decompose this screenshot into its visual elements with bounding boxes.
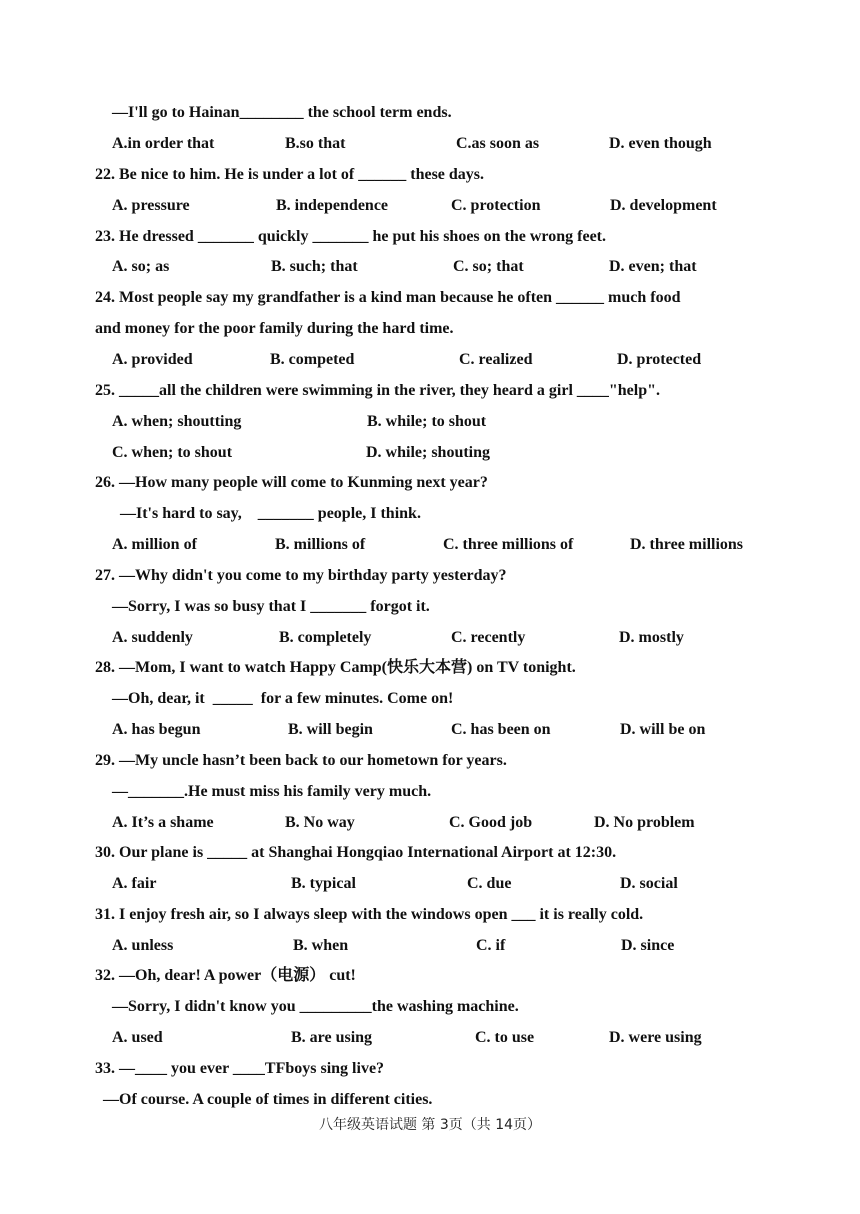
- q26-line-2: —It's hard to say, _______ people, I think.: [120, 505, 421, 522]
- q29-option-a: A. It’s a shame: [112, 814, 214, 831]
- q30-line: 30. Our plane is _____ at Shanghai Hongqiao International Airport at 12:30.: [95, 844, 617, 861]
- q22-option-d: D. development: [610, 197, 717, 214]
- q28-line-1: 28. —Mom, I want to watch Happy Camp(快乐大本营) on TV tonight.: [95, 659, 576, 676]
- q28-line-2: —Oh, dear, it _____ for a few minutes. Come on!: [112, 690, 454, 707]
- q30-option-c: C. due: [467, 875, 512, 892]
- q22-option-c: C. protection: [451, 197, 541, 214]
- q27-option-b: B. completely: [279, 629, 372, 646]
- q28-option-b: B. will begin: [288, 721, 373, 738]
- q32-option-b: B. are using: [291, 1029, 373, 1046]
- q26-option-c: C. three millions of: [443, 536, 574, 553]
- q26-option-a: A. million of: [112, 536, 197, 553]
- q24-line-2: and money for the poor family during the hard time.: [95, 320, 454, 337]
- q21-option-c: C.as soon as: [456, 135, 540, 152]
- q27-line-2: —Sorry, I was so busy that I _______ forgot it.: [112, 598, 430, 615]
- q31-option-b: B. when: [293, 937, 349, 954]
- q32-option-d: D. were using: [609, 1029, 702, 1046]
- q29-line-1: 29. —My uncle hasn’t been back to our hometown for years.: [95, 752, 507, 769]
- q22-line: 22. Be nice to him. He is under a lot of ______ these days.: [95, 166, 485, 183]
- q25-option-b: B. while; to shout: [367, 413, 487, 430]
- q27-option-c: C. recently: [451, 629, 526, 646]
- q22-option-a: A. pressure: [112, 197, 190, 214]
- q30-option-b: B. typical: [291, 875, 356, 892]
- q23-option-a: A. so; as: [112, 258, 170, 275]
- q33-line-2: —Of course. A couple of times in different cities.: [103, 1091, 433, 1108]
- q26-option-b: B. millions of: [275, 536, 366, 553]
- q28-option-a: A. has begun: [112, 721, 201, 738]
- q32-line-2: —Sorry, I didn't know you _________the washing machine.: [112, 998, 519, 1015]
- q24-option-d: D. protected: [617, 351, 702, 368]
- q27-option-a: A. suddenly: [112, 629, 193, 646]
- q31-option-a: A. unless: [112, 937, 174, 954]
- q28-option-c: C. has been on: [451, 721, 551, 738]
- q21-line: —I'll go to Hainan________ the school term ends.: [112, 104, 452, 121]
- q31-line: 31. I enjoy fresh air, so I always sleep with the windows open ___ it is really cold.: [95, 906, 644, 923]
- q25-option-c: C. when; to shout: [112, 444, 233, 461]
- q29-option-d: D. No problem: [594, 814, 695, 831]
- q32-option-a: A. used: [112, 1029, 163, 1046]
- page-footer: 八年级英语试题 第 3页（共 14页）: [318, 1117, 542, 1133]
- q21-option-a: A.in order that: [112, 135, 215, 152]
- q24-option-a: A. provided: [112, 351, 193, 368]
- q21-option-b: B.so that: [285, 135, 346, 152]
- q31-option-c: C. if: [476, 937, 506, 954]
- q23-line: 23. He dressed _______ quickly _______ he put his shoes on the wrong feet.: [95, 228, 606, 245]
- q21-option-d: D. even though: [609, 135, 712, 152]
- q27-option-d: D. mostly: [619, 629, 684, 646]
- q25-option-d: D. while; shouting: [366, 444, 491, 461]
- q24-option-c: C. realized: [459, 351, 533, 368]
- q33-line-1: 33. —____ you ever ____TFboys sing live?: [95, 1060, 385, 1077]
- q23-option-d: D. even; that: [609, 258, 697, 275]
- q24-option-b: B. competed: [270, 351, 355, 368]
- q29-option-c: C. Good job: [449, 814, 533, 831]
- q29-line-2: —_______.He must miss his family very much.: [112, 783, 432, 800]
- q27-line-1: 27. —Why didn't you come to my birthday party yesterday?: [95, 567, 507, 584]
- q31-option-d: D. since: [621, 937, 675, 954]
- q30-option-a: A. fair: [112, 875, 157, 892]
- q29-option-b: B. No way: [285, 814, 355, 831]
- q32-option-c: C. to use: [475, 1029, 535, 1046]
- q30-option-d: D. social: [620, 875, 678, 892]
- q26-option-d: D. three millions: [630, 536, 744, 553]
- q24-line-1: 24. Most people say my grandfather is a kind man because he often ______ much food: [95, 289, 681, 306]
- q32-line-1: 32. —Oh, dear! A power（电源） cut!: [95, 967, 356, 984]
- q25-line: 25. _____all the children were swimming in the river, they heard a girl ____"help".: [95, 382, 660, 399]
- q23-option-c: C. so; that: [453, 258, 524, 275]
- q25-option-a: A. when; shoutting: [112, 413, 242, 430]
- q26-line-1: 26. —How many people will come to Kunming next year?: [95, 474, 488, 491]
- q28-option-d: D. will be on: [620, 721, 706, 738]
- q22-option-b: B. independence: [276, 197, 389, 214]
- q23-option-b: B. such; that: [271, 258, 358, 275]
